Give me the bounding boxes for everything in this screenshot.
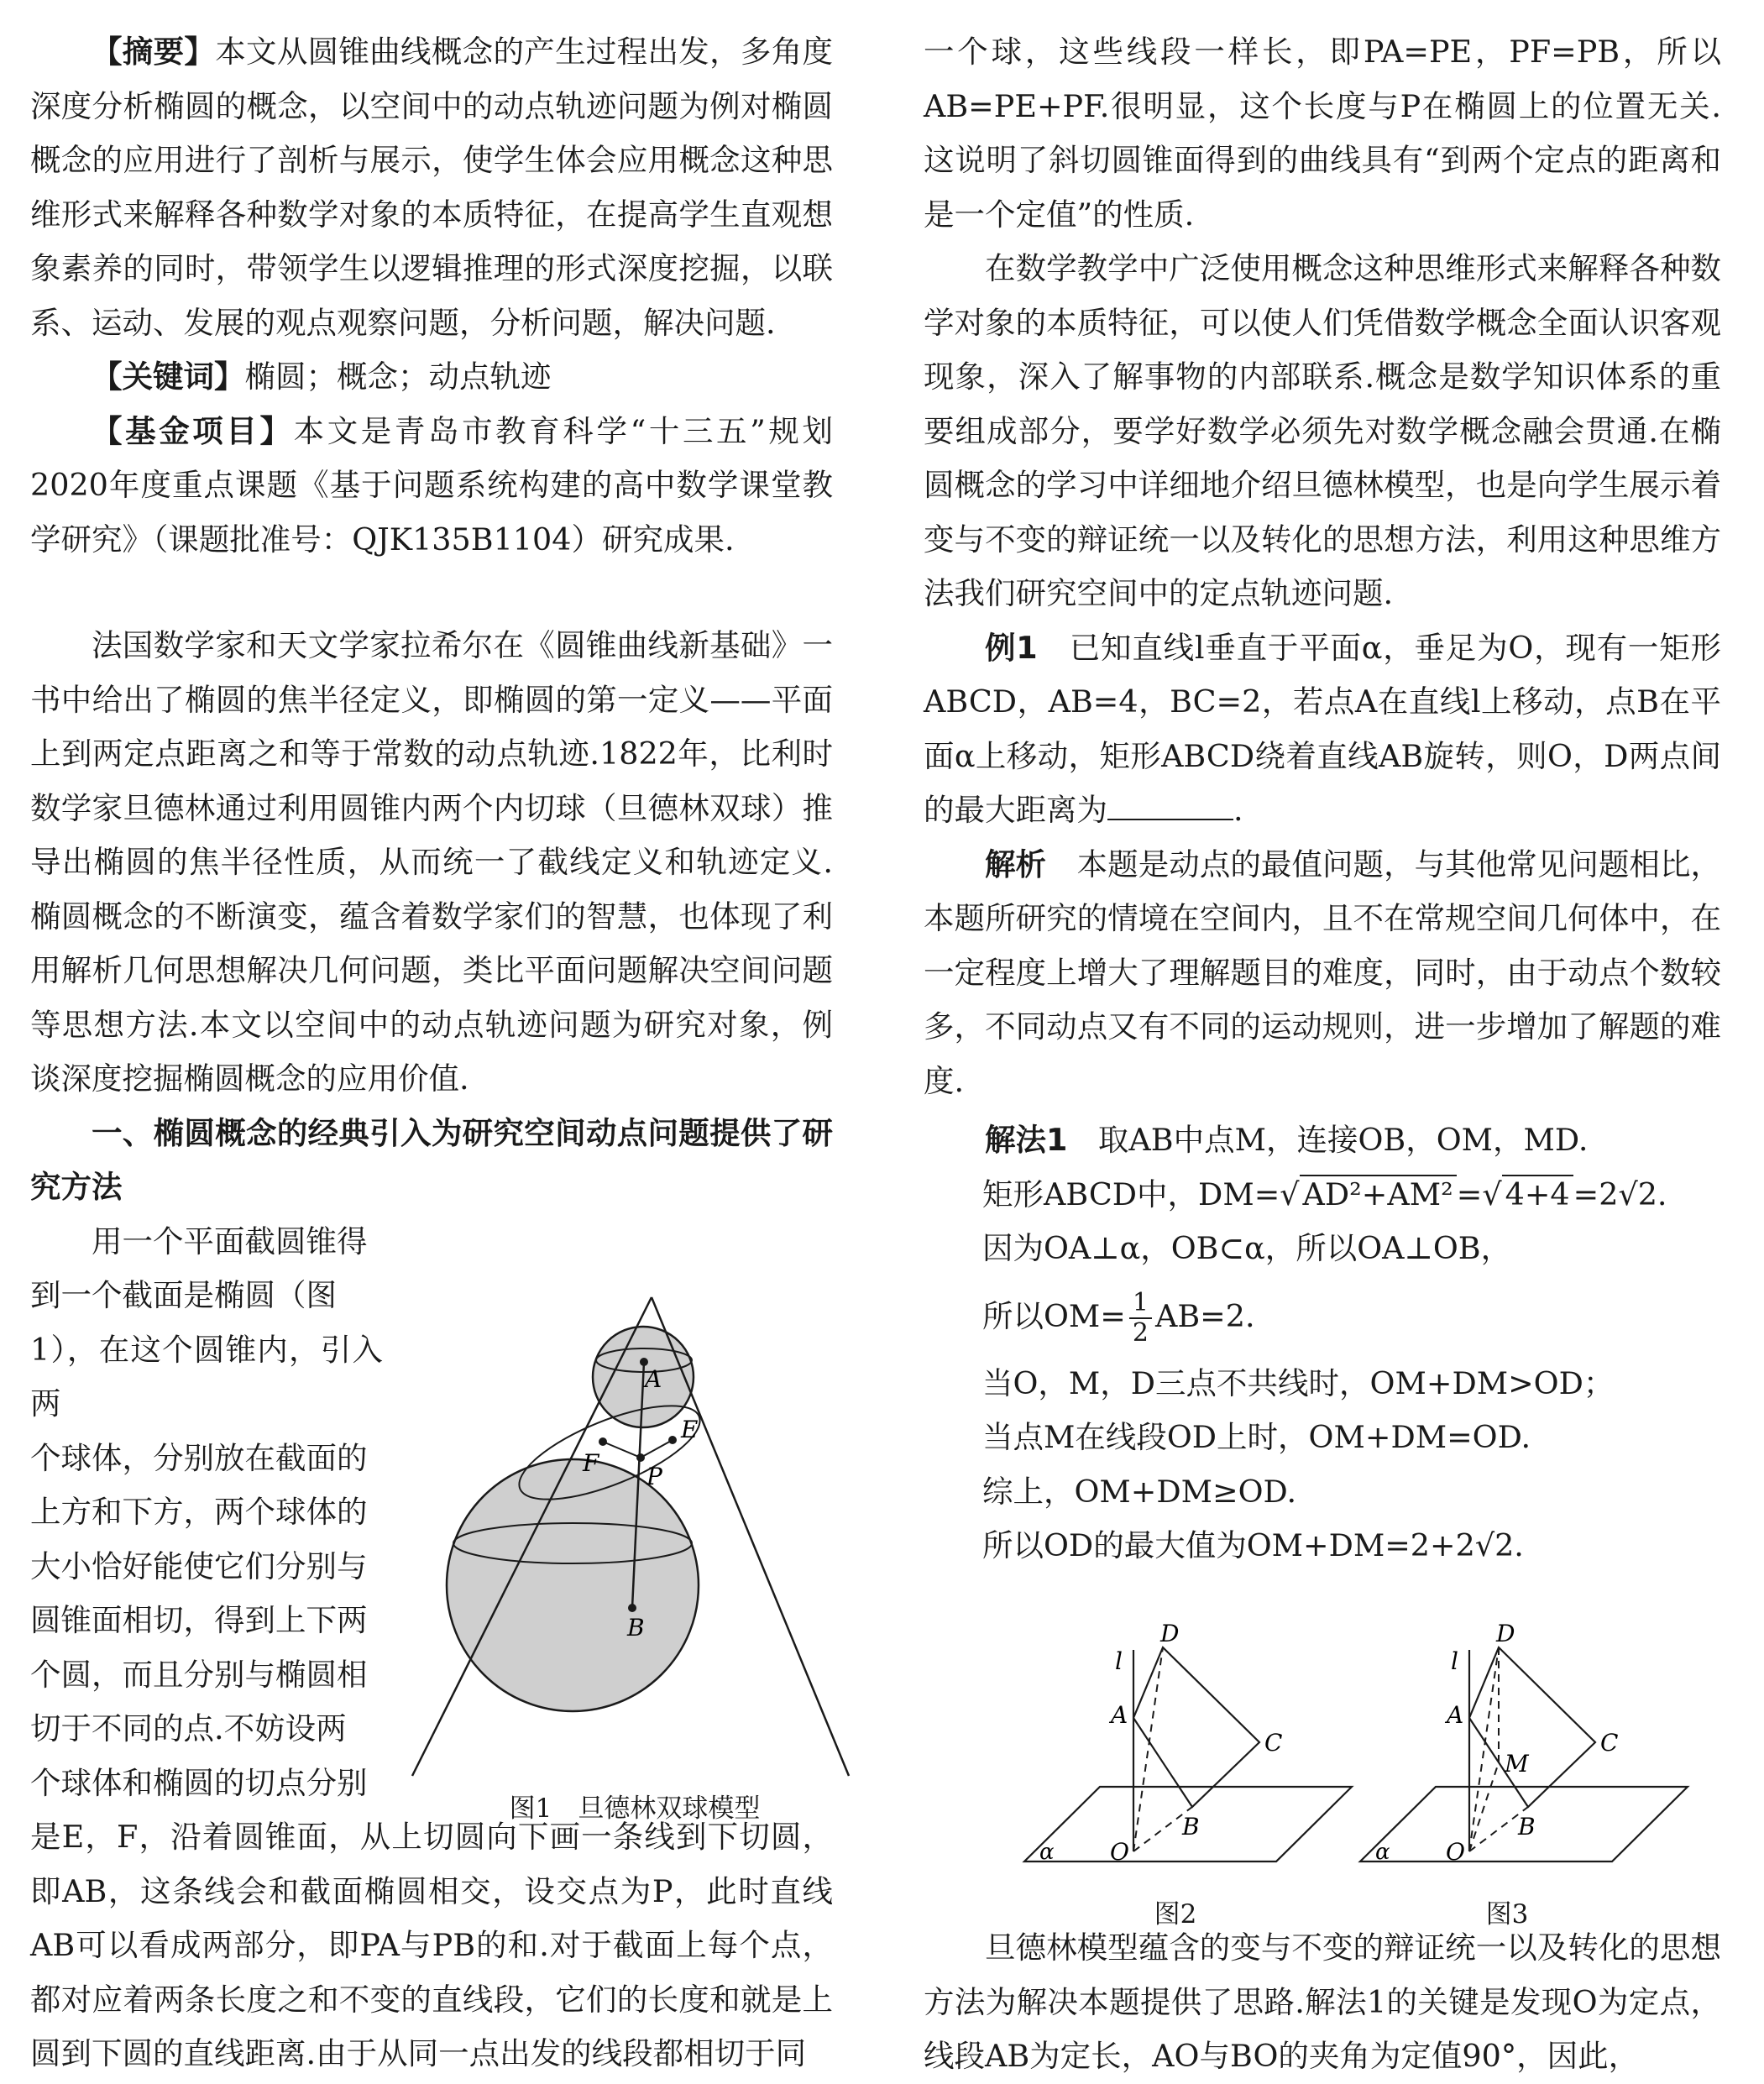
rectangle-abcd-3 — [1469, 1647, 1595, 1807]
fig3-label-a: A — [1447, 1701, 1464, 1729]
equation-om — [982, 1276, 1721, 1357]
fig2-label-d: D — [1160, 1621, 1180, 1647]
example-text: 已知直线l垂直于平面α，垂足为O，现有一矩形ABCD，AB=4，BC=2，若点A在直线l上移动，点B在平面α上移动，矩形ABCD绕着直线AB旋转，则O，D两点间的最大距离为 — [924, 629, 1721, 828]
figure-1-caption: 图1 旦德林双球模型 — [509, 1793, 761, 1824]
eq3-prefix: 所以OM= — [982, 1297, 1126, 1334]
fig3-label-b: B — [1518, 1813, 1536, 1841]
abstract — [30, 25, 833, 350]
after-wrap-paragraph: 是E，F，沿着圆锥面，从上切圆向下画一条线到下切圆，即AB，这条线会和截面椭圆相交，设交点为P，此时直线AB可以看成两部分，即PA与PB的和.对于截面上每个点，都对应着两条长度之和不变的直线段，它们的长度和就是上圆到下圆的直线距离.由于从同一点出发的线段都相切于同 — [30, 1819, 833, 2071]
label-f: F — [583, 1449, 599, 1477]
wrap-line-5: 大小恰好能使它们分别与 — [30, 1547, 368, 1584]
fraction-denominator: 2 — [1132, 1318, 1149, 1348]
right-column — [924, 25, 1722, 2074]
wrap-line-4: 上方和下方，两个球体的 — [30, 1494, 368, 1530]
fig3-label-d: D — [1496, 1621, 1515, 1647]
eq3-suffix: AB=2. — [1154, 1297, 1255, 1334]
fig2-label-a: A — [1111, 1701, 1128, 1729]
fig3-label-m: M — [1505, 1750, 1529, 1778]
wrap-line-8: 切于不同的点.不妨设两 — [30, 1710, 347, 1746]
wrapped-text — [30, 1215, 383, 1811]
dandelin-spheres-diagram — [400, 1251, 870, 1788]
line-pf — [603, 1442, 641, 1458]
figures-2-3 — [991, 1621, 1704, 1931]
solution-1 — [924, 1113, 1721, 1168]
final-paragraph: 旦德林模型蕴含的变与不变的辩证统一以及转化的思想方法为解决本题提供了思路.解法1的关键是发现O为定点，线段AB为定长，AO与BO的夹角为定值90°，因此， — [924, 1930, 1721, 2074]
fig2-label-o: O — [1110, 1838, 1129, 1866]
wrap-line-6: 圆锥面相切，得到上下两 — [30, 1602, 368, 1638]
eq1-prefix: 矩形ABCD中，DM= — [982, 1176, 1280, 1212]
wrap-line-1: 到一个截面是椭圆（图 — [30, 1277, 337, 1313]
figure-2-caption: 图2 — [1154, 1899, 1197, 1930]
equation-perpendicular: 因为OA⊥α，OB⊂α，所以OA⊥OB， — [982, 1230, 1512, 1266]
fund-tag: 【基金项目】 — [92, 412, 294, 449]
equation-summary: 综上，OM+DM≥OD. — [982, 1473, 1297, 1510]
solution-text: 取AB中点M，连接OB，OM，MD. — [1097, 1122, 1589, 1158]
fig3-label-l: l — [1451, 1647, 1458, 1675]
section-heading-1: 一、椭圆概念的经典引入为研究空间动点问题提供了研究方法 — [30, 1114, 833, 1205]
answer-blank — [1107, 788, 1233, 820]
fund — [30, 405, 833, 568]
segment-od-2 — [1133, 1647, 1163, 1851]
wrap-line-2: 1），在这个圆锥内，引入两 — [30, 1331, 383, 1422]
label-e: E — [681, 1416, 699, 1443]
segment-om-3 — [1469, 1762, 1499, 1851]
figure-3-drawing — [1360, 1621, 1688, 1866]
wrap-line-9: 个球体和椭圆的切点分别 — [30, 1764, 368, 1801]
figure-3-caption: 图3 — [1485, 1899, 1529, 1930]
example-tag: 例1 — [985, 629, 1038, 666]
fig2-label-l: l — [1115, 1647, 1123, 1675]
fraction-half — [1129, 1289, 1152, 1348]
abstract-text: 本文从圆锥曲线概念的产生过程出发，多角度深度分析椭圆的概念，以空间中的动点轨迹问题为例对椭圆概念的应用进行了剖析与展示，使学生体会应用概念这种思维形式来解释各种数学对象的本质特征，在提高学生直观想象素养的同时，带领学生以逻辑推理的形式深度挖掘，以联系、运动、发展的观点观察问题，分析问题，解决问题. — [30, 34, 834, 341]
rectangle-rotation-diagrams — [991, 1621, 1704, 1889]
fig3-label-alpha: α — [1375, 1840, 1390, 1865]
equation-max: 所以OD的最大值为OM+DM=2+2√2. — [982, 1527, 1524, 1563]
wrap-line-3: 个球体，分别放在截面的 — [30, 1439, 368, 1476]
analysis-text: 本题是动点的最值问题，与其他常见问题相比，本题所研究的情境在空间内，且不在常规空间几何体中，在一定程度上增大了理解题目的难度，同时，由于动点个数较多，不同动点又有不同的运动规则，进一步增加了解题的难度. — [924, 846, 1722, 1099]
wrap-line-7: 个圆，而且分别与椭圆相 — [30, 1656, 368, 1693]
example-1 — [924, 621, 1721, 838]
keywords-text: 椭圆；概念；动点轨迹 — [244, 359, 552, 395]
fraction-numerator: 1 — [1129, 1289, 1152, 1319]
fig2-label-b: B — [1182, 1813, 1200, 1841]
rectangle-abcd-2 — [1133, 1647, 1259, 1807]
keywords-tag: 【关键词】 — [92, 359, 245, 395]
point-f — [599, 1437, 607, 1446]
eq1-suffix: =2√2. — [1573, 1176, 1667, 1212]
keywords — [30, 350, 833, 405]
intro-paragraph: 法国数学家和天文学家拉希尔在《圆锥曲线新基础》一书中给出了椭圆的焦半径定义，即椭圆的第一定义——平面上到两定点距离之和等于常数的动点轨迹.1822年，比利时数学家旦德林通过利用圆锥内两个内切球（旦德林双球）推导出椭圆的焦半径性质，从而统一了截线定义和轨迹定义.椭圆概念的不断演变，蕴含着数学家们的智慧，也体现了利用解析几何思想解决几何问题，类比平面问题解决空间问题等思想方法.本文以空间中的动点轨迹问题为研究对象，例谈深度挖掘椭圆概念的应用价值. — [30, 627, 833, 1097]
abstract-tag: 【摘要】 — [92, 34, 216, 70]
point-e — [668, 1436, 677, 1444]
fig2-label-c: C — [1264, 1729, 1283, 1757]
fig3-label-c: C — [1600, 1729, 1619, 1757]
label-a: A — [645, 1365, 662, 1393]
example-end: . — [1233, 792, 1243, 828]
wrap-line-0: 用一个平面截圆锥得 — [92, 1223, 368, 1259]
eq1-radicand-2: 4+4 — [1502, 1175, 1573, 1212]
analysis — [924, 838, 1721, 1109]
fig3-label-o: O — [1446, 1838, 1465, 1866]
label-b: B — [627, 1614, 645, 1642]
concept-paragraph: 在数学教学中广泛使用概念这种思维形式来解释各种数学对象的本质特征，可以使人们凭借数学概念全面认识客观现象，深入了解事物的内部联系.概念是数学知识体系的重要组成部分，要学好数学必须先对数学概念融会贯通.在椭圆概念的学习中详细地介绍旦德林模型，也是向学生展示着变与不变的辩证统一以及转化的思想方法，利用这种思维方法我们研究空间中的定点轨迹问题. — [924, 250, 1721, 611]
point-b — [628, 1604, 636, 1612]
figure-2-drawing — [1024, 1621, 1352, 1866]
solution-tag: 解法1 — [985, 1122, 1068, 1158]
eq1-radicand-1: AD²+AM² — [1300, 1175, 1457, 1212]
analysis-tag: 解析 — [985, 846, 1047, 882]
continued-paragraph: 一个球，这些线段一样长，即PA=PE，PF=PB，所以AB=PE+PF.很明显，这个长度与P在椭圆上的位置无关.这说明了斜切圆锥面得到的曲线具有“到两个定点的距离和是一个定值”的性质. — [924, 34, 1721, 233]
left-column — [30, 25, 833, 2081]
equation-collinear: 当点M在线段OD上时，OM+DM=OD. — [982, 1419, 1531, 1455]
equation-dm: 矩形ABCD中，DM=√ AD²+AM² =√ 4+4 =2√2. — [982, 1176, 1667, 1212]
fig2-label-alpha: α — [1039, 1840, 1055, 1865]
label-p: P — [646, 1463, 662, 1490]
spacer — [30, 567, 833, 619]
point-p — [636, 1453, 645, 1462]
fund-text: 本文是青岛市教育科学“十三五”规划2020年度重点课题《基于问题系统构建的高中数学课堂教学研究》（课题批准号：QJK135B1104）研究成果. — [30, 412, 833, 558]
segment-od-3 — [1469, 1647, 1499, 1851]
line-pe — [641, 1440, 673, 1458]
eq1-mid: = — [1456, 1176, 1483, 1212]
equation-noncollinear: 当O，M，D三点不共线时，OM+DM>OD； — [982, 1364, 1615, 1401]
figure-1 — [400, 1251, 870, 1822]
